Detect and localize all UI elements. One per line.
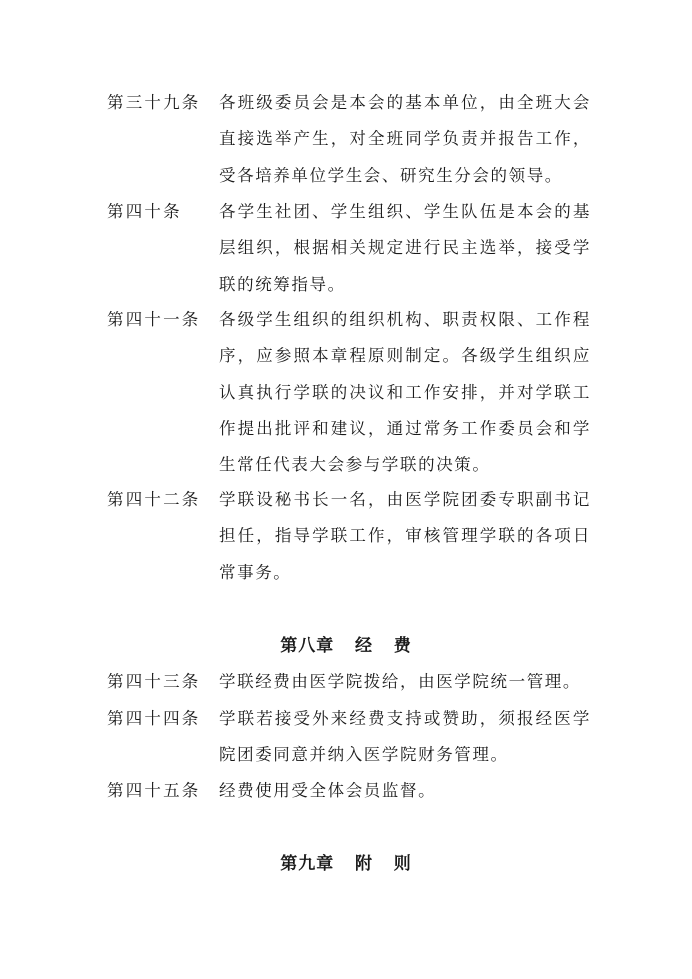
article-text: 各班级委员会是本会的基本单位，由全班大会直接选举产生，对全班同学负责并报告工作，受各培养单位学生会、研究生分会的领导。 (219, 93, 591, 185)
article-number: 第四十四条 (107, 709, 201, 728)
article-number: 第三十九条 (107, 93, 201, 112)
article-number: 第四十条 (107, 202, 182, 221)
article-number: 第四十三条 (107, 672, 201, 691)
article-text: 学联若接受外来经费支持或赞助，须报经医学院团委同意并纳入医学院财务管理。 (219, 709, 591, 765)
chapter-8-heading: 第八章 经 费 (280, 636, 412, 656)
article-text: 各级学生组织的组织机构、职责权限、工作程序，应参照本章程原则制定。各级学生组织应认真执行学联的决议和工作安排，并对学联工作提出批评和建议，通过常务工作委员会和学生常任代表大会参与学联的决策。 (219, 310, 591, 475)
article-text: 学联设秘书长一名，由医学院团委专职副书记担任，指导学联工作，审核管理学联的各项日常事务。 (219, 490, 591, 582)
article-text: 经费使用受全体会员监督。 (219, 781, 437, 800)
article-number: 第四十一条 (107, 310, 201, 329)
chapter-9-heading: 第九章 附 则 (280, 854, 412, 874)
article-text: 学联经费由医学院拨给，由医学院统一管理。 (219, 672, 581, 691)
article-text: 各学生社团、学生组织、学生队伍是本会的基层组织，根据相关规定进行民主选举，接受学联的统筹指导。 (219, 202, 591, 294)
article-number: 第四十二条 (107, 490, 201, 509)
article-number: 第四十五条 (107, 781, 201, 800)
